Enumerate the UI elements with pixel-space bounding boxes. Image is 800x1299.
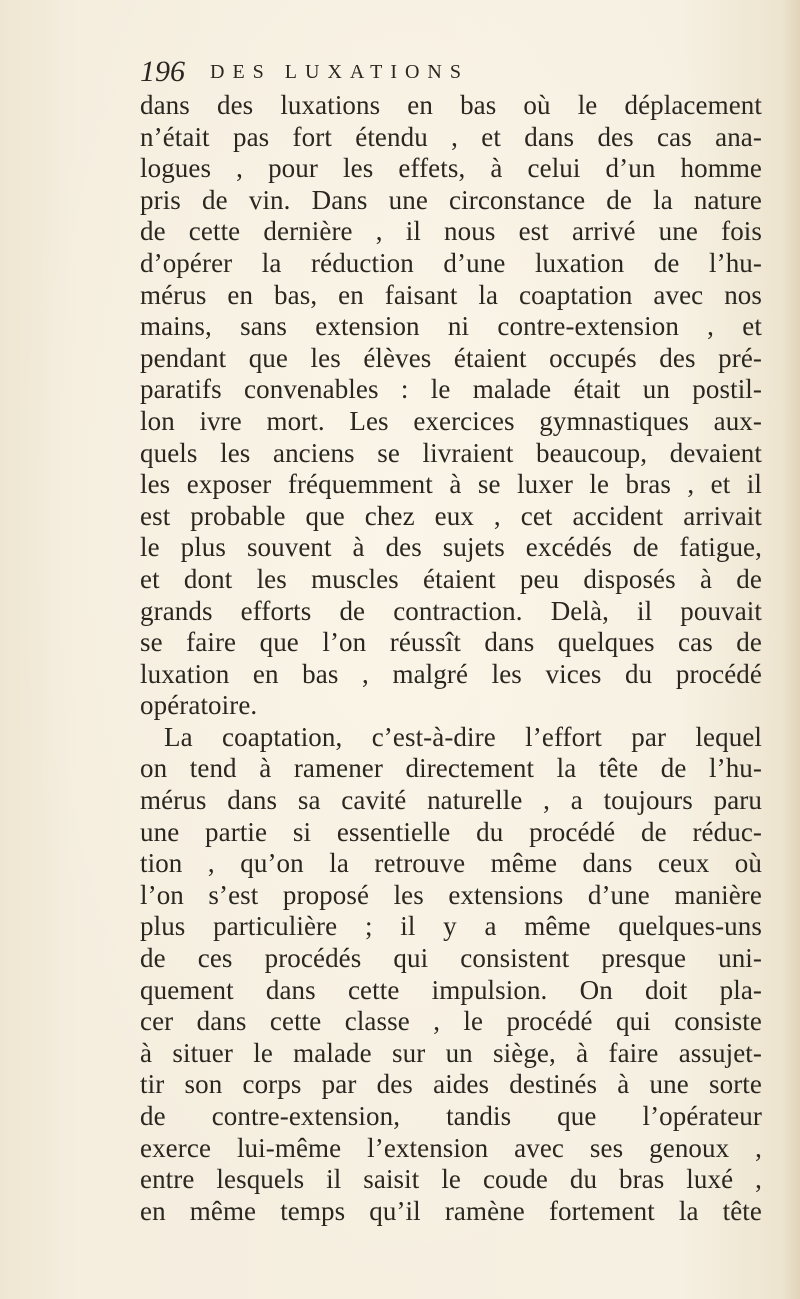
text-line: l’on s’est proposé les extensions d’une manière [140, 879, 762, 910]
text-line: luxation en bas , malgré les vices du procédé [140, 658, 762, 689]
text-line: le plus souvent à des sujets excédés de fatigue, [140, 532, 762, 563]
text-line: est probable que chez eux , cet accident arrivait [140, 500, 762, 531]
text-line: les exposer fréquemment à se luxer le bras , et il [140, 469, 762, 500]
text-line: en même temps qu’il ramène fortement la tête [140, 1195, 762, 1226]
paragraph-start-line: La coaptation, c’est-à-dire l’effort par lequel [164, 721, 762, 752]
text-line: on tend à ramener directement la tête de l’hu- [140, 753, 762, 784]
text-line: mérus dans sa cavité naturelle , a toujours paru [140, 785, 762, 816]
text-line: et dont les muscles étaient peu disposés à de [140, 563, 762, 594]
text-line: mérus en bas, en faisant la coaptation avec nos [140, 279, 762, 310]
text-line: quels les anciens se livraient beaucoup, devaient [140, 437, 762, 468]
text-line: grands efforts de contraction. Delà, il pouvait [140, 595, 762, 626]
body-text [140, 90, 762, 1227]
text-line: paratifs convenables : le malade était un postil- [140, 374, 762, 405]
text-line: entre lesquels il saisit le coude du bras luxé , [140, 1164, 762, 1195]
text-line: mains, sans extension ni contre-extension , et [140, 311, 762, 342]
text-line: lon ivre mort. Les exercices gymnastiques aux- [140, 405, 762, 436]
text-line: tion , qu’on la retrouve même dans ceux où [140, 848, 762, 879]
text-line: pendant que les élèves étaient occupés des pré- [140, 342, 762, 373]
text-line: à situer le malade sur un siège, à faire assujet- [140, 1037, 762, 1068]
text-line: exerce lui-même l’extension avec ses genoux , [140, 1132, 762, 1163]
text-line: pris de vin. Dans une circonstance de la nature [140, 184, 762, 215]
text-line: quement dans cette impulsion. On doit pla- [140, 974, 762, 1005]
text-line: une partie si essentielle du procédé de réduc- [140, 816, 762, 847]
page-edge-shadow [782, 0, 800, 1299]
text-line: cer dans cette classe , le procédé qui consiste [140, 1006, 762, 1037]
text-line: n’était pas fort étendu , et dans des cas ana- [140, 121, 762, 152]
text-line: de ces procédés qui consistent presque uni- [140, 943, 762, 974]
text-line: dans des luxations en bas où le déplacement [140, 90, 762, 120]
page-header [140, 52, 740, 92]
text-line: plus particulière ; il y a même quelques-uns [140, 911, 762, 942]
text-line: de cette dernière , il nous est arrivé une fois [140, 216, 762, 247]
text-line: se faire que l’on réussît dans quelques cas de [140, 627, 762, 658]
text-line: logues , pour les effets, à celui d’un homme [140, 153, 762, 184]
running-title: DES LUXATIONS [210, 61, 469, 83]
page-number: 196 [140, 55, 185, 88]
text-line: de contre-extension, tandis que l’opérateur [140, 1101, 762, 1131]
text-line: tir son corps par des aides destinés à une sorte [140, 1069, 762, 1100]
paragraph-end-line: opératoire. [140, 690, 258, 721]
text-line: d’opérer la réduction d’une luxation de l’hu- [140, 247, 762, 278]
